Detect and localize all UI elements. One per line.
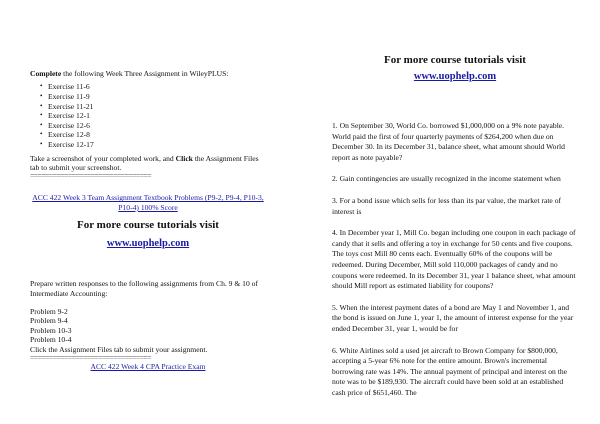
screenshot-text-b: the Assignment Files tab to submit your screenshot. (30, 153, 259, 172)
question-4: 4. In December year 1, Mill Co. began including one coupon in each package of candy that it sells and offering a toy in exchange for 50 cents and five coupons. The toys cost Mill 80 cents each. Eventually 60% of the coupons will be redeemed. During December, Mill sold 110,000 packages of candy and no coupons were redeemed. In its December 31, year 1 balance sheet, what amount should Mill report as estimated liability for coupons? (332, 228, 576, 291)
prepare-text: Prepare written responses to the following assignments from Ch. 9 & 10 of Intermediate Accounting: (30, 279, 258, 298)
question-6: 6. White Airlines sold a used jet aircraft to Brown Company for $800,000, accepting a 5-year 6% note for the entire amount. Brown's incremental borrowing rate was 14%. The annual payment of principal and interest on the note was to be $189,930. The aircraft could have been sold at an established cash price of $651,460. The (332, 345, 567, 397)
exercise-list (30, 82, 266, 149)
promo-link-wrap (332, 70, 578, 84)
list-item: • Exercise 12-17 (40, 140, 266, 150)
list-item: Problem 9-2 (30, 307, 68, 316)
promo-link-wrap (30, 237, 266, 251)
promo-heading: For more course tutorials visit (384, 54, 526, 66)
click-instructions: Click the Assignment Files tab to submit your assignment. (30, 344, 208, 354)
week4-link[interactable]: ACC 422 Week 4 CPA Practice Exam (90, 362, 206, 372)
separator: ================================ (30, 354, 152, 363)
week3-link-wrap (30, 193, 266, 212)
question-5: 5. When the interest payment dates of a bond are May 1 and November 1, and the bond is issued on June 1, year 1, the amount of interest expense for the year ended December 31, year 1, would be for (332, 302, 574, 333)
screenshot-bold: Click (175, 153, 193, 163)
week4-link-wrap (30, 362, 266, 371)
list-item: • Exercise 11-9 (40, 92, 266, 102)
question-3: 3. For a bond issue which sells for less than its par value, the market rate of interest is (332, 195, 562, 216)
screenshot-text-a: Take a screenshot of your completed work, and (30, 153, 176, 163)
intro-rest: the following Week Three Assignment in WileyPLUS: (61, 69, 229, 78)
list-item: • Exercise 11-21 (40, 102, 266, 112)
intro-text (30, 69, 266, 78)
list-item: • Exercise 12-8 (40, 130, 266, 140)
right-page (300, 0, 600, 424)
question-2: 2. Gain contingencies are usually recognized in the income statement when (332, 174, 561, 184)
problem-list (30, 307, 266, 354)
week3-link[interactable]: ACC 422 Week 3 Team Assignment Textbook Problems (P9-2, P9-4, P10-3, P10-4) 100% Score (32, 193, 264, 212)
screenshot-instructions (30, 154, 266, 173)
intro-bold: Complete (30, 69, 62, 78)
list-item: Problem 10-4 (30, 335, 72, 345)
promo-heading: For more course tutorials visit (77, 219, 219, 232)
question-1: 1. On September 30, World Co. borrowed $1,000,000 on a 9% note payable. World paid the first of four quarterly payments of $264,200 when due on December 30. In its December 31, balance sheet, what amount should World report as note payable? (332, 121, 565, 162)
separator: ================================ (30, 172, 152, 181)
list-item: Problem 10-3 (30, 325, 72, 335)
list-item: • Exercise 12-6 (40, 121, 266, 131)
list-item: Problem 9-4 (30, 316, 68, 326)
promo-link[interactable]: www.uophelp.com (106, 238, 190, 250)
promo-link[interactable]: www.uophelp.com (413, 71, 497, 82)
list-item: • Exercise 12-1 (40, 111, 266, 121)
list-item: • Exercise 11-6 (40, 82, 266, 92)
